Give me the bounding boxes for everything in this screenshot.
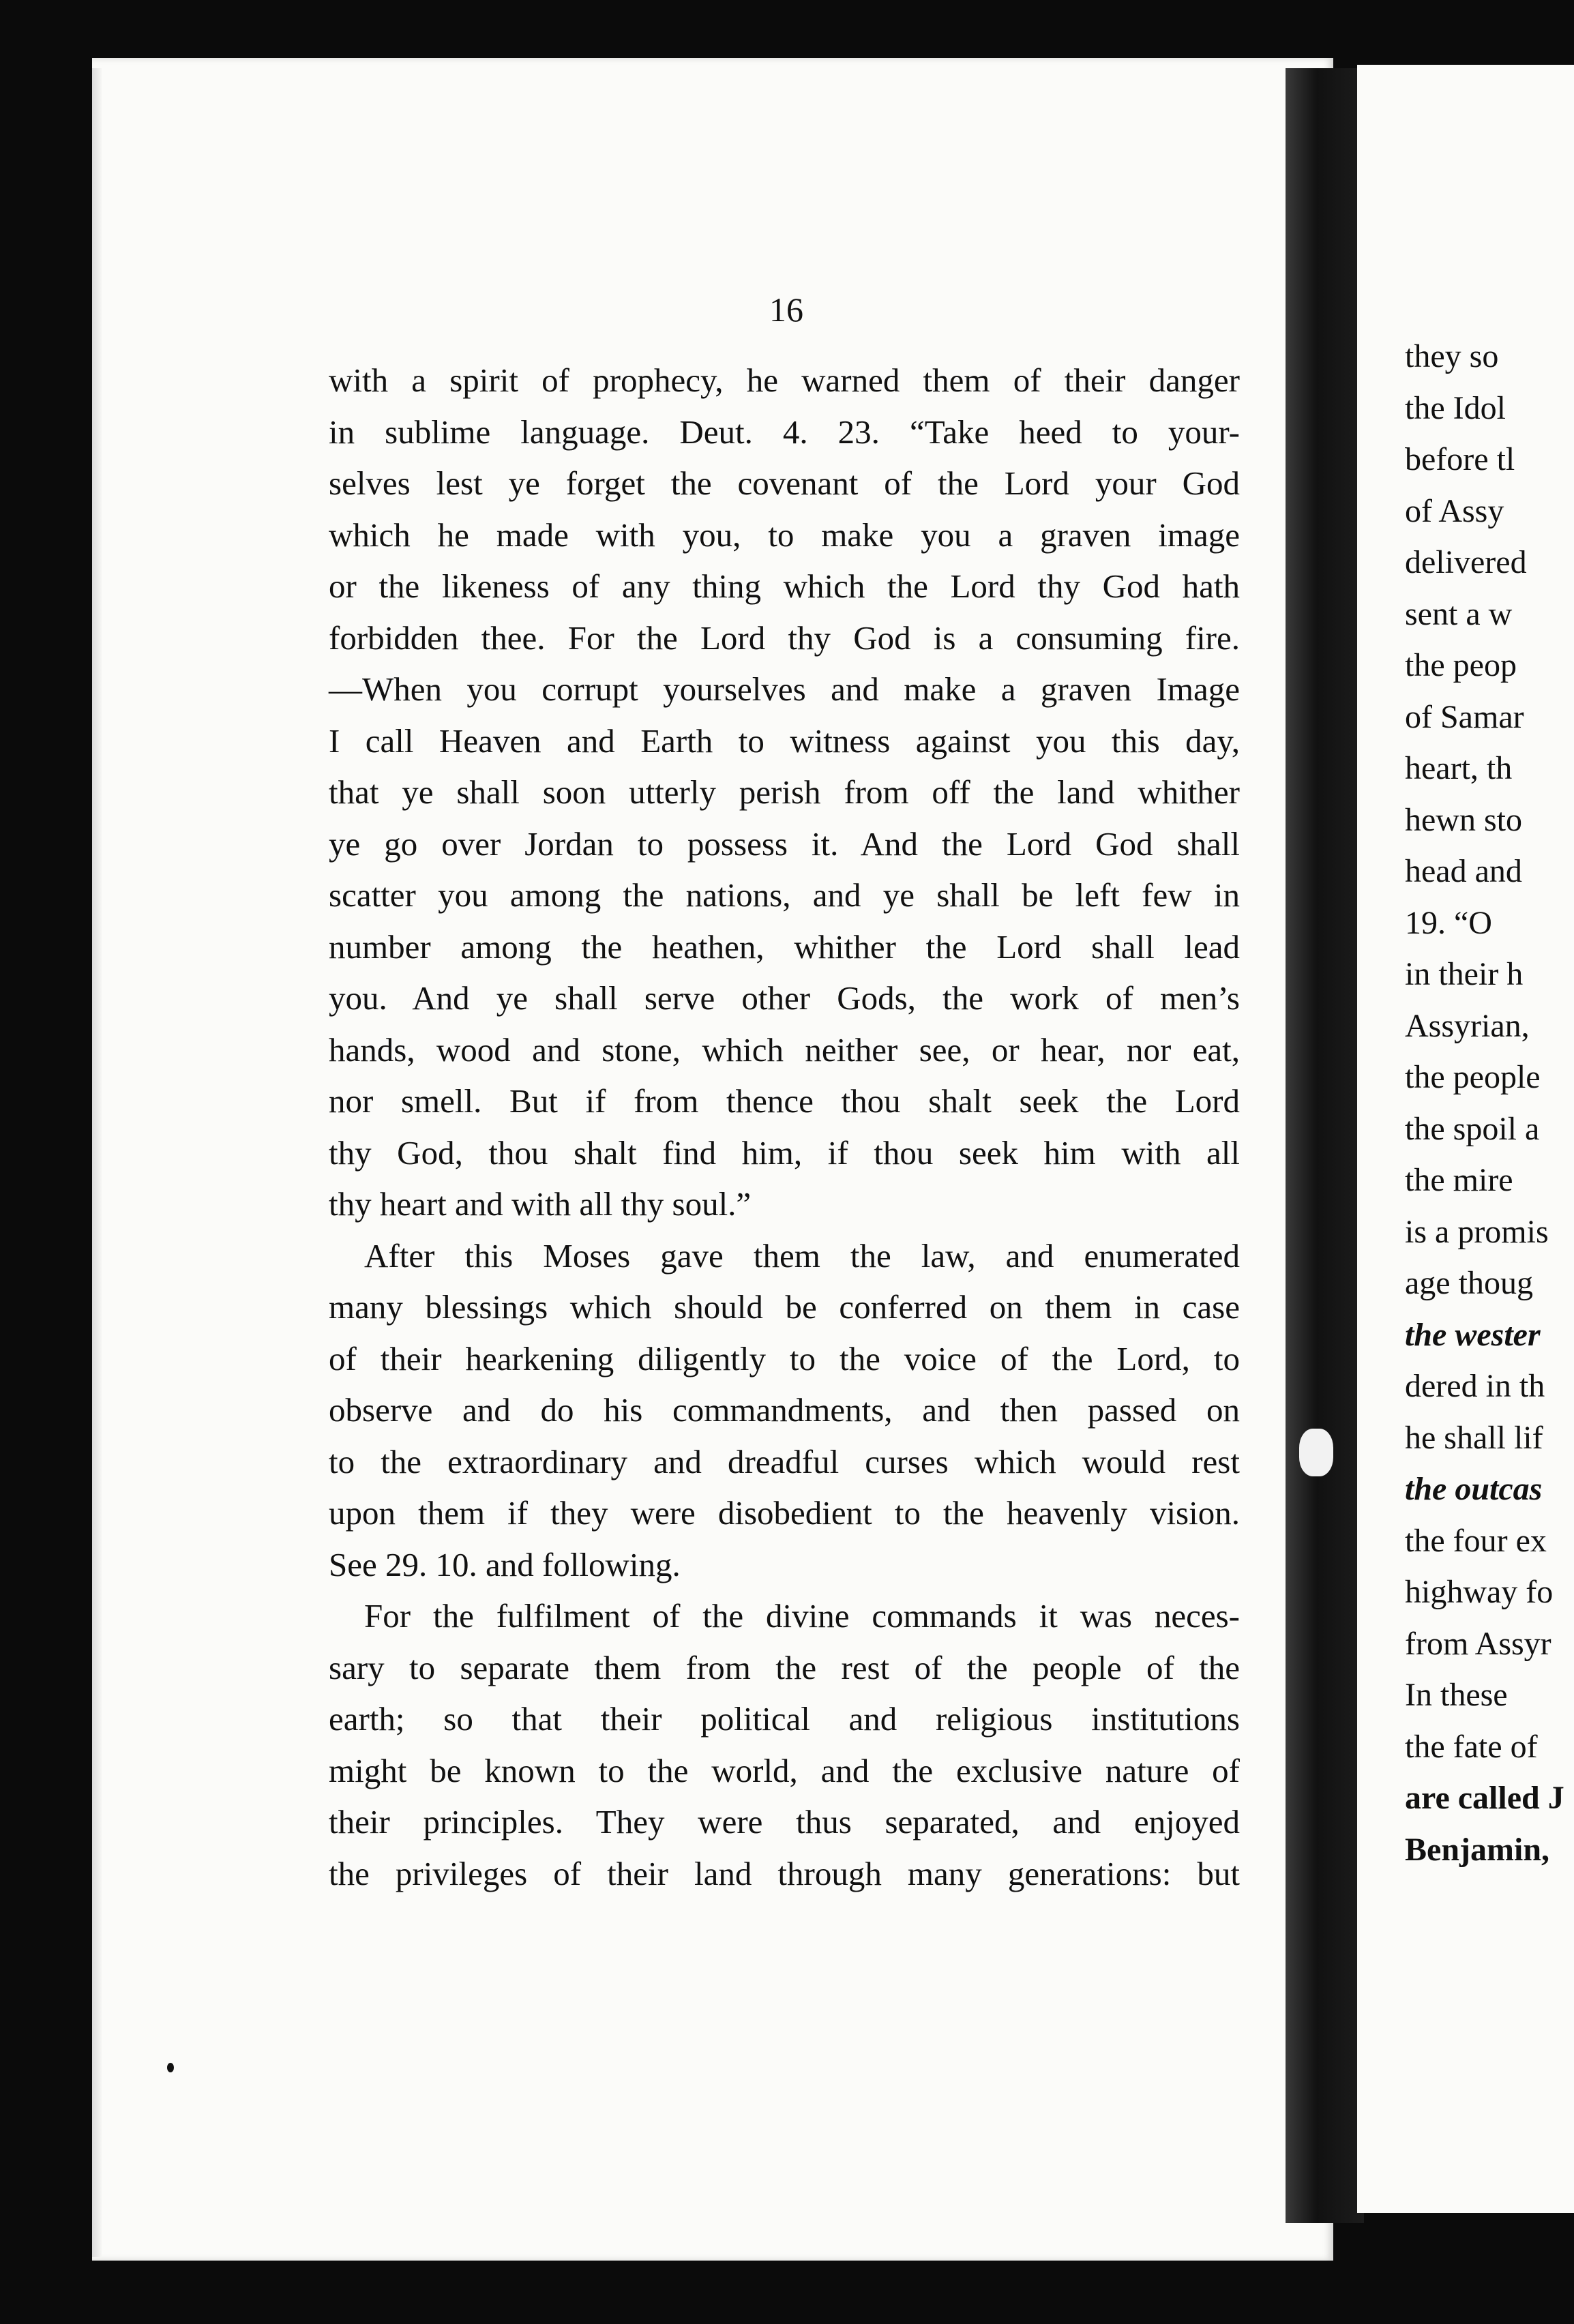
text-line: which he made with you, to make you a graven image [329, 516, 1240, 554]
text-line: they so [1405, 338, 1499, 374]
text-line: forbidden thee. For the Lord thy God is a consuming fire. [329, 619, 1240, 657]
page-blemish [1299, 1429, 1333, 1476]
text-line: earth; so that their political and religious institutions [329, 1700, 1240, 1738]
text-line: or the likeness of any thing which the Lord thy God hath [329, 567, 1240, 605]
text-line: before tl [1405, 441, 1515, 477]
text-line: the four ex [1405, 1522, 1547, 1559]
text-line: the mire [1405, 1162, 1513, 1198]
text-line: sent a w [1405, 595, 1513, 632]
text-line: in sublime language. Deut. 4. 23. “Take heed to your- [329, 413, 1240, 451]
text-line: After this Moses gave them the law, and enumerated [364, 1236, 1240, 1275]
text-line: the outcas [1405, 1471, 1543, 1507]
text-line: hewn sto [1405, 801, 1522, 838]
text-line: number among the heathen, whither the Lord shall lead [329, 927, 1240, 966]
text-line: observe and do his commandments, and then passed on [329, 1391, 1240, 1429]
left-page-text [329, 355, 1240, 1899]
text-line: In these [1405, 1677, 1508, 1713]
scan-border [0, 2271, 1574, 2324]
page-number: 16 [769, 290, 803, 329]
text-line: Assyrian, [1405, 1007, 1530, 1044]
text-line: thy God, thou shalt find him, if thou seek him with all [329, 1133, 1240, 1172]
text-line: the fate of [1405, 1728, 1538, 1765]
text-line: of their hearkening diligently to the voice of the Lord, to [329, 1339, 1240, 1377]
text-line: the peop [1405, 647, 1517, 683]
text-line: Benjamin, [1405, 1831, 1550, 1868]
text-line: scatter you among the nations, and ye shall be left few in [329, 876, 1240, 914]
text-line: their principles. They were thus separated, and enjoyed [329, 1803, 1240, 1841]
text-line: the people [1405, 1059, 1541, 1095]
text-line: are called J [1405, 1780, 1564, 1816]
text-line: ye go over Jordan to possess it. And the Lord God shall [329, 824, 1240, 863]
text-line: many blessings which should be conferred on them in case [329, 1288, 1240, 1326]
book-gutter [1286, 68, 1364, 2223]
text-line: nor smell. But if from thence thou shalt seek the Lord [329, 1082, 1240, 1120]
margin-mark [167, 2063, 174, 2072]
text-line: selves lest ye forget the covenant of the Lord your God [329, 464, 1240, 502]
text-line: —When you corrupt yourselves and make a graven Image [329, 670, 1240, 708]
left-page-edge [92, 68, 102, 2257]
text-line: For the fulfilment of the divine commands it was neces- [364, 1597, 1240, 1635]
text-line: 19. “O [1405, 904, 1492, 941]
text-line: head and [1405, 853, 1522, 889]
text-line: dered in th [1405, 1368, 1545, 1404]
text-line: that ye shall soon utterly perish from off the land whither [329, 773, 1240, 811]
right-page-text [1405, 331, 1574, 1875]
text-line: of Assy [1405, 492, 1504, 529]
text-line: upon them if they were disobedient to the heavenly vision. [329, 1494, 1240, 1532]
text-line: I call Heaven and Earth to witness against you this day, [329, 721, 1240, 760]
text-line: the spoil a [1405, 1110, 1540, 1147]
text-line: highway fo [1405, 1574, 1554, 1610]
text-line: he shall lif [1405, 1419, 1543, 1456]
text-line: with a spirit of prophecy, he warned them of their danger [329, 361, 1240, 399]
text-line: is a promis [1405, 1213, 1549, 1250]
text-line: in their h [1405, 956, 1524, 992]
text-line: might be known to the world, and the exclusive nature of [329, 1751, 1240, 1789]
text-line: you. And ye shall serve other Gods, the work of men’s [329, 979, 1240, 1017]
text-line: of Samar [1405, 698, 1524, 735]
text-line: to the extraordinary and dreadful curses which would rest [329, 1442, 1240, 1480]
text-line: delivered [1405, 544, 1527, 580]
text-line: the privileges of their land through many generations: but [329, 1854, 1240, 1892]
text-line: the Idol [1405, 389, 1506, 426]
text-line: from Assyr [1405, 1625, 1551, 1662]
text-line: hands, wood and stone, which neither see, or hear, nor eat, [329, 1030, 1240, 1069]
text-line: heart, th [1405, 750, 1513, 786]
text-line: See 29. 10. and following. [329, 1545, 681, 1583]
text-line: the wester [1405, 1316, 1541, 1353]
text-line: age thoug [1405, 1265, 1533, 1301]
text-line: sary to separate them from the rest of the people of the [329, 1648, 1240, 1686]
text-line: thy heart and with all thy soul.” [329, 1185, 752, 1223]
